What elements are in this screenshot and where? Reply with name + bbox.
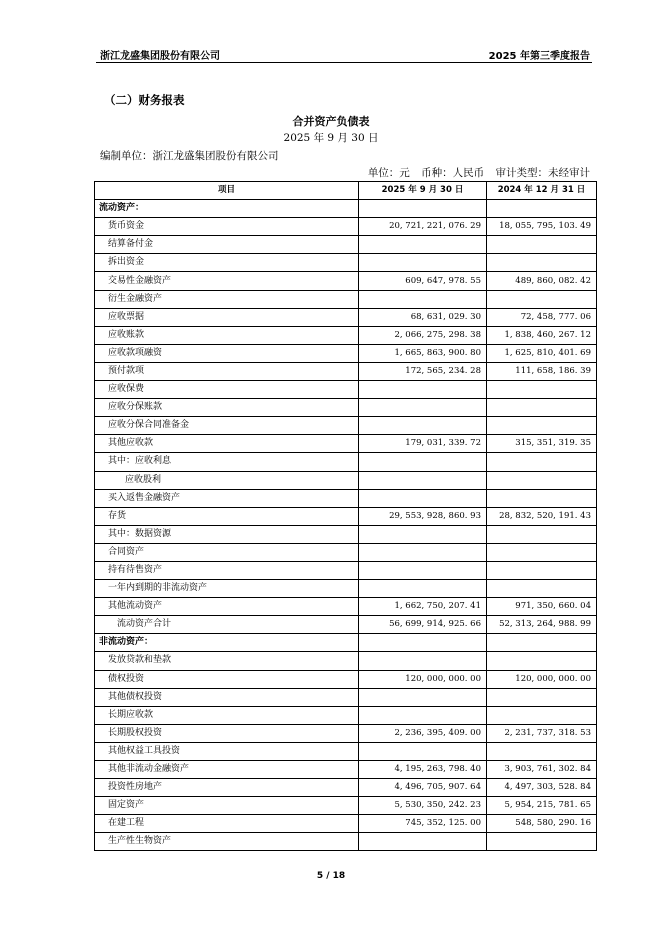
row-label: 衍生金融资产 (95, 290, 359, 308)
table-row (95, 200, 597, 218)
table-header-row (95, 182, 597, 200)
row-label: 应收股利 (95, 471, 359, 489)
report-date: 2025 年 9 月 30 日 (283, 132, 379, 144)
value-current (359, 706, 487, 724)
value-prior: 28, 832, 520, 191. 43 (487, 507, 597, 525)
table-row (95, 218, 597, 236)
table-row (95, 561, 597, 579)
column-header-item: 项目 (95, 182, 359, 200)
table-row (95, 761, 597, 779)
table-row (95, 779, 597, 797)
value-prior (487, 634, 597, 652)
header-divider (96, 62, 592, 63)
row-label: 流动资产合计 (95, 616, 359, 634)
value-prior (487, 290, 597, 308)
value-prior (487, 381, 597, 399)
currency-label: 币种：人民币 (421, 167, 485, 179)
page-number: 5 / 18 (316, 871, 346, 881)
row-label: 买入返售金融资产 (95, 489, 359, 507)
value-current (359, 688, 487, 706)
value-current: 609, 647, 978. 55 (359, 272, 487, 290)
value-current (359, 417, 487, 435)
value-prior (487, 742, 597, 760)
row-label: 投资性房地产 (95, 779, 359, 797)
table-row (95, 634, 597, 652)
value-prior: 72, 458, 777. 06 (487, 308, 597, 326)
row-label: 其他流动资产 (95, 598, 359, 616)
table-row (95, 742, 597, 760)
table-row (95, 543, 597, 561)
table-row (95, 236, 597, 254)
value-current (359, 489, 487, 507)
value-prior (487, 652, 597, 670)
row-label: 拆出资金 (95, 254, 359, 272)
value-prior (487, 688, 597, 706)
value-prior: 548, 580, 290. 16 (487, 815, 597, 833)
value-current: 2, 236, 395, 409. 00 (359, 724, 487, 742)
row-label: 交易性金融资产 (95, 272, 359, 290)
value-current: 68, 631, 029. 30 (359, 308, 487, 326)
table-row (95, 272, 597, 290)
value-current: 172, 565, 234. 28 (359, 362, 487, 380)
row-label: 在建工程 (95, 815, 359, 833)
table-row (95, 815, 597, 833)
table-row (95, 598, 597, 616)
table-row (95, 344, 597, 362)
row-label: 应收款项融资 (95, 344, 359, 362)
value-prior (487, 453, 597, 471)
row-label: 应收票据 (95, 308, 359, 326)
row-label: 其中：应收利息 (95, 453, 359, 471)
table-row (95, 525, 597, 543)
row-label: 应收分保账款 (95, 399, 359, 417)
table-row (95, 453, 597, 471)
value-current: 2, 066, 275, 298. 38 (359, 326, 487, 344)
value-prior (487, 200, 597, 218)
value-current: 1, 662, 750, 207. 41 (359, 598, 487, 616)
value-prior: 5, 954, 215, 781. 65 (487, 797, 597, 815)
value-current (359, 742, 487, 760)
value-current: 29, 553, 928, 860. 93 (359, 507, 487, 525)
value-current (359, 236, 487, 254)
table-row (95, 688, 597, 706)
section-title: （二）财务报表 (104, 93, 185, 107)
value-prior (487, 561, 597, 579)
row-label: 生产性生物资产 (95, 833, 359, 851)
row-label: 持有待售资产 (95, 561, 359, 579)
header-report-title: 2025 年第三季度报告 (488, 51, 590, 62)
row-label: 其他债权投资 (95, 688, 359, 706)
value-prior: 18, 055, 795, 103. 49 (487, 218, 597, 236)
table-row (95, 507, 597, 525)
table-row (95, 670, 597, 688)
value-prior: 4, 497, 303, 528. 84 (487, 779, 597, 797)
unit-label: 单位：元 (367, 167, 410, 179)
value-current: 179, 031, 339. 72 (359, 435, 487, 453)
value-current: 120, 000, 000. 00 (359, 670, 487, 688)
value-prior (487, 833, 597, 851)
value-current (359, 525, 487, 543)
value-prior (487, 543, 597, 561)
value-current: 20, 721, 221, 076. 29 (359, 218, 487, 236)
value-prior (487, 417, 597, 435)
row-label: 其他应收款 (95, 435, 359, 453)
value-current (359, 833, 487, 851)
value-current (359, 290, 487, 308)
value-prior: 315, 351, 319. 35 (487, 435, 597, 453)
value-prior (487, 254, 597, 272)
table-row (95, 254, 597, 272)
table-row (95, 381, 597, 399)
row-label: 流动资产： (95, 200, 359, 218)
table-row (95, 724, 597, 742)
value-prior: 1, 838, 460, 267. 12 (487, 326, 597, 344)
unit-info (360, 165, 590, 180)
table-row (95, 489, 597, 507)
value-prior: 3, 903, 761, 302. 84 (487, 761, 597, 779)
row-label: 应收保费 (95, 381, 359, 399)
value-current (359, 399, 487, 417)
value-current (359, 471, 487, 489)
value-prior: 120, 000, 000. 00 (487, 670, 597, 688)
table-row (95, 580, 597, 598)
table-row (95, 308, 597, 326)
row-label: 长期应收款 (95, 706, 359, 724)
table-row (95, 652, 597, 670)
row-label: 应收分保合同准备金 (95, 417, 359, 435)
table-row (95, 326, 597, 344)
row-label: 预付款项 (95, 362, 359, 380)
value-prior: 52, 313, 264, 988. 99 (487, 616, 597, 634)
row-label: 其中：数据资源 (95, 525, 359, 543)
value-prior (487, 706, 597, 724)
value-current (359, 561, 487, 579)
balance-sheet-table (94, 181, 597, 851)
table-row (95, 797, 597, 815)
row-label: 其他权益工具投资 (95, 742, 359, 760)
header-company: 浙江龙盛集团股份有限公司 (100, 51, 220, 62)
row-label: 一年内到期的非流动资产 (95, 580, 359, 598)
table-row (95, 417, 597, 435)
row-label: 长期股权投资 (95, 724, 359, 742)
value-current (359, 634, 487, 652)
value-prior: 111, 658, 186. 39 (487, 362, 597, 380)
table-row (95, 399, 597, 417)
table-title: 合并资产负债表 (292, 115, 370, 128)
value-current (359, 381, 487, 399)
table-row (95, 362, 597, 380)
row-label: 其他非流动金融资产 (95, 761, 359, 779)
value-current (359, 652, 487, 670)
value-current (359, 254, 487, 272)
table-row (95, 616, 597, 634)
value-prior (487, 236, 597, 254)
row-label: 非流动资产： (95, 634, 359, 652)
table-row (95, 290, 597, 308)
value-prior: 1, 625, 810, 401. 69 (487, 344, 597, 362)
row-label: 债权投资 (95, 670, 359, 688)
audit-label: 审计类型：未经审计 (495, 167, 590, 179)
value-prior (487, 471, 597, 489)
row-label: 发放贷款和垫款 (95, 652, 359, 670)
value-current: 56, 699, 914, 925. 66 (359, 616, 487, 634)
value-prior: 489, 860, 082. 42 (487, 272, 597, 290)
row-label: 存货 (95, 507, 359, 525)
table-row (95, 435, 597, 453)
compiler-unit: 编制单位：浙江龙盛集团股份有限公司 (100, 150, 279, 162)
value-prior (487, 489, 597, 507)
row-label: 货币资金 (95, 218, 359, 236)
table-row (95, 833, 597, 851)
value-prior (487, 525, 597, 543)
column-header-prior: 2024 年 12 月 31 日 (487, 182, 597, 200)
table-row (95, 706, 597, 724)
value-prior: 2, 231, 737, 318. 53 (487, 724, 597, 742)
value-current (359, 200, 487, 218)
value-current (359, 543, 487, 561)
row-label: 合同资产 (95, 543, 359, 561)
column-header-current: 2025 年 9 月 30 日 (359, 182, 487, 200)
value-current: 745, 352, 125. 00 (359, 815, 487, 833)
row-label: 应收账款 (95, 326, 359, 344)
value-current (359, 453, 487, 471)
value-current: 4, 195, 263, 798. 40 (359, 761, 487, 779)
value-prior: 971, 350, 660. 04 (487, 598, 597, 616)
value-prior (487, 399, 597, 417)
table-row (95, 471, 597, 489)
value-current (359, 580, 487, 598)
row-label: 固定资产 (95, 797, 359, 815)
value-current: 5, 530, 350, 242. 23 (359, 797, 487, 815)
value-current: 4, 496, 705, 907. 64 (359, 779, 487, 797)
value-current: 1, 665, 863, 900. 80 (359, 344, 487, 362)
row-label: 结算备付金 (95, 236, 359, 254)
value-prior (487, 580, 597, 598)
